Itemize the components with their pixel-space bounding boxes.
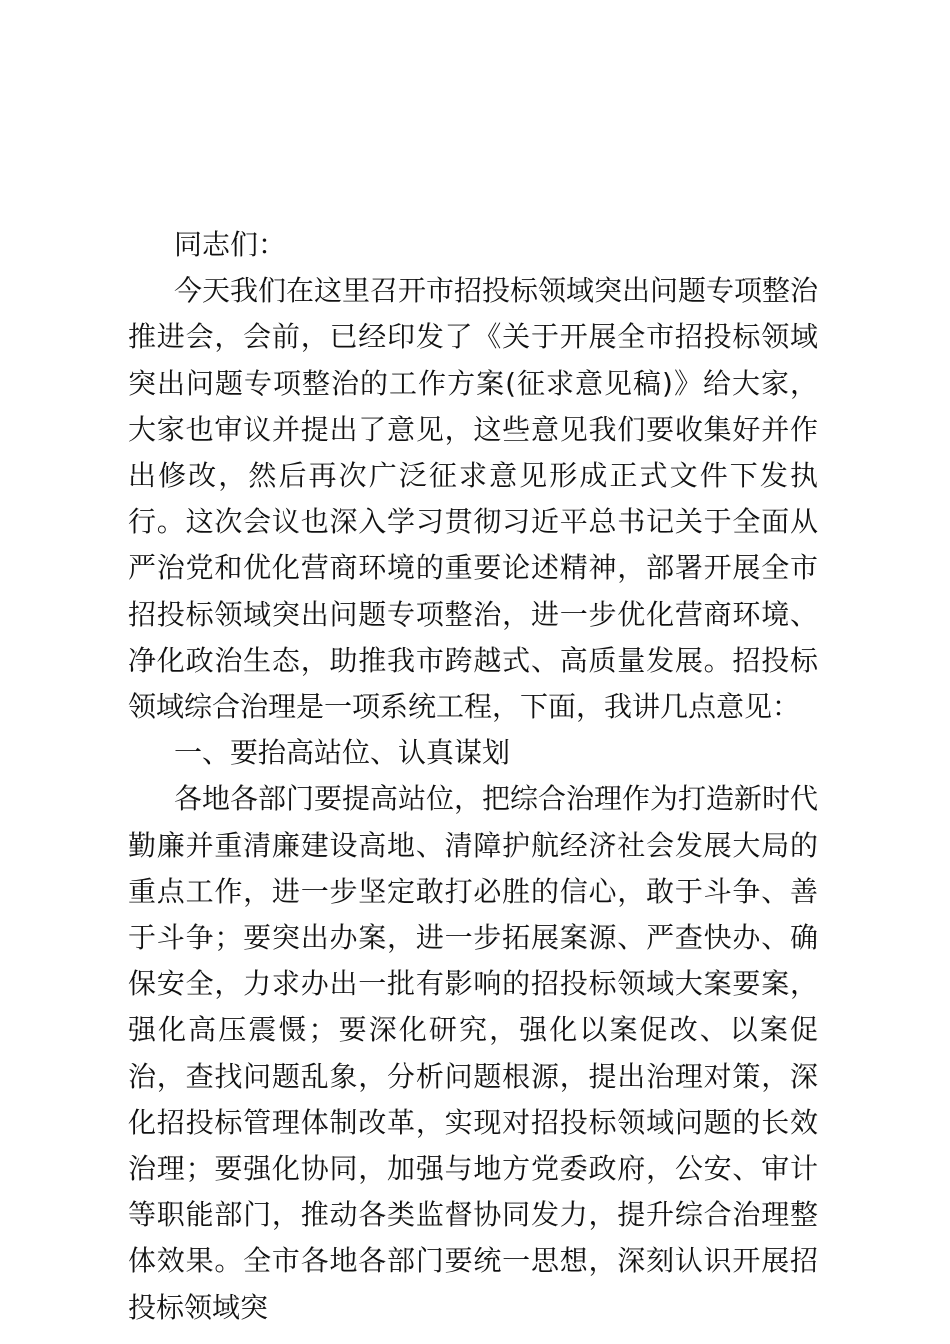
intro-paragraph: 今天我们在这里召开市招投标领域突出问题专项整治推进会，会前，已经印发了《关于开展全市招投标领域突出问题专项整治的工作方案(征求意见稿)》给大家，大家也审议并提出了意见，这些意见我们要收集好并作出修改，然后再次广泛征求意见形成正式文件下发执行。这次会议也深入学习贯彻习近平总书记关于全面从严治党和优化营商环境的重要论述精神，部署开展全市招投标领域突出问题专项整治，进一步优化营商环境、净化政治生态，助推我市跨越式、高质量发展。招投标领域综合治理是一项系统工程，下面，我讲几点意见： xyxy=(128,274,819,724)
document-body xyxy=(128,222,818,1331)
salutation: 同志们： xyxy=(174,228,287,261)
section-heading: 一、要抬高站位、认真谋划 xyxy=(174,736,511,770)
section-paragraph: 各地各部门要提高站位，把综合治理作为打造新时代勤廉并重清廉建设高地、清障护航经济社会发展大局的重点工作，进一步坚定敢打必胜的信心，敢于斗争、善于斗争；要突出办案，进一步拓展案源、严查快办、确保安全，力求办出一批有影响的招投标领域大案要案，强化高压震慑；要深化研究，强化以案促改、以案促治，查找问题乱象，分析问题根源，提出治理对策，深化招投标管理体制改革，实现对招投标领域问题的长效治理；要强化协同，加强与地方党委政府，公安、审计等职能部门，推动各类监督协同发力，提升综合治理整体效果。全市各地各部门要统一思想，深刻认识开展招投标领域突 xyxy=(128,782,819,1324)
